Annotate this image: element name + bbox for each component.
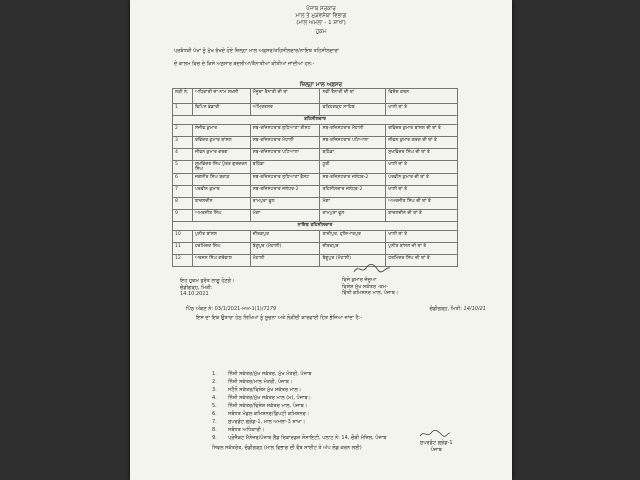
- table-row: [173, 174, 458, 186]
- list-item-number: 3.: [212, 387, 217, 393]
- table-row: [173, 198, 458, 210]
- cell-current-post: ਸਬ-ਰਜਿਸਟਰਾਰ ਮੋਹਾਲੀ: [250, 137, 320, 149]
- order-date: 14.10.2021: [180, 291, 209, 297]
- table-row: [173, 243, 458, 255]
- cell-officer-name: ਪੁਨੀਤ ਬਾਂਸਲ: [192, 231, 250, 243]
- cell-officer-name: ਬਾਦਲਦੀਨ: [192, 198, 250, 210]
- list-item-number: 5.: [212, 403, 217, 409]
- intro-line-1: ਪ੍ਰਬੰਧਕੀ ਪੱਖਾਂ ਨੂੰ ਮੁੱਖ ਰੱਖਦੇ ਹੋਏ ਜ਼ਿਲ੍ਹਾ ਮਾਲ ਅਫ਼ਸਰ/ਤਹਿਸੀਲਦਾਰ/ਨਾਇਬ ਤਹਿਸੀਲਦਾਰਾਂ: [174, 48, 339, 54]
- cell-serial: 4: [173, 149, 193, 161]
- cell-current-post: ਸਬ-ਰਜਿਸਟਰਾਰ ਪਟਿਆਲਾ: [250, 149, 320, 161]
- effective-note: ਇਹ ਹੁਕਮ ਤੁਰੰਤ ਲਾਗੂ ਹੋਣਗੇ।: [180, 278, 235, 284]
- place-label: ਚੰਡੀਗੜ੍ਹ, ਮਿਤੀ:: [180, 284, 213, 291]
- section-label: ਨਾਇਬ ਤਹਿਸੀਲਦਾਰ: [173, 222, 458, 231]
- superintendent-designation: ਸੁਪਰਡੰਟ ਗ੍ਰੇਡ-1: [420, 440, 453, 446]
- right-border: [514, 0, 640, 480]
- table-row: [173, 231, 458, 243]
- table-row: [173, 104, 458, 116]
- section-label: ਤਹਿਸੀਲਦਾਰ: [173, 116, 458, 125]
- table-row: [173, 125, 458, 137]
- cell-remarks: ਜੀਵਨ ਕੁਮਾਰ ਗਰਗ ਦੀ ਥਾਂ ਤੇ: [386, 137, 458, 149]
- cell-serial: 6: [173, 174, 193, 186]
- list-item-number: 6.: [212, 411, 217, 417]
- table-row: [173, 255, 458, 267]
- cell-remarks: ਖਾਲੀ ਥਾਂ ਤੇ: [386, 186, 458, 198]
- cell-new-post: ਬੇਗੂਪੁਰ (ਮੋਹਾਲੀ): [320, 255, 386, 267]
- cell-officer-name: ਜਗਸੀਰ ਸਿੰਘ ਬਰਾੜ: [192, 174, 250, 186]
- cell-serial: 12: [173, 255, 193, 267]
- copy-list-footer: ਸਿਵਲ ਸਕੱਤਰੇਤ, ਚੰਡੀਗੜ੍ਹ (ਮਾਲ ਵਿਭਾਗ ਦੀ ਵੈਬ ਸਾਈਟ ਤੇ ਅੱਪ ਲੋਡ ਕਰਨ ਲਈ): [212, 445, 362, 451]
- cell-serial: 5: [173, 161, 193, 174]
- list-item-number: 1.: [212, 371, 217, 377]
- cell-officer-name: ਅਰਜਨ ਸਿੰਘ ਗਰੇਵਾਲ: [192, 255, 250, 267]
- cell-remarks: ਪੁਨੀਤ ਬਾਂਸਲ ਦੀ ਥਾਂ ਤੇ: [386, 243, 458, 255]
- endorsement-ref: ਪਿੱਠ ਅੰਕਣ ਨੰ: 03/1/2021-ਮਅ-1(1)/: [186, 306, 264, 312]
- cell-current-post: ਮੋਗਾ: [250, 210, 320, 222]
- cell-remarks: ਬਾਦਲਦੀਨ ਦੀ ਥਾਂ ਤੇ: [386, 210, 458, 222]
- signatory-office: ਵਿੱਤੀ ਕਮਿਸ਼ਨਰ ਮਾਲ, ਪੰਜਾਬ।: [342, 290, 399, 296]
- cell-serial: 10: [173, 231, 193, 243]
- cell-new-post: ਤਹਿਸੀਲਦਾਰ ਜਲੰਧਰ-2: [320, 186, 386, 198]
- order-heading: ਹੁਕਮ: [315, 29, 327, 35]
- table-row: [173, 137, 458, 149]
- cell-current-post: ਸਬ-ਰਜਿਸਟਰਾਰ ਲੁਧਿਆਣਾ ਈਸਟ: [250, 125, 320, 137]
- cell-serial: 1: [173, 104, 193, 116]
- list-item: [212, 386, 472, 394]
- cell-current-post: ਸਬ-ਰਜਿਸਟਰਾਰ ਜਲੰਧਰ-2: [250, 186, 320, 198]
- cell-new-post: ਮੋਗਾ: [320, 198, 386, 210]
- cell-new-post: ਧੂਰੀ: [320, 161, 386, 174]
- superintendent-state: ਪੰਜਾਬ: [430, 446, 442, 453]
- list-item-number: 9.: [212, 435, 217, 441]
- superintendent-signature-mark: [418, 428, 452, 440]
- signature-mark: [352, 262, 392, 276]
- cell-new-post: ਸਬ-ਰਜਿਸਟਰਾਰ ਮੋਹਾਲੀ: [320, 125, 386, 137]
- cell-current-post: ਬਠਿੰਡਾ: [250, 161, 320, 174]
- table-row: [173, 210, 458, 222]
- list-item-number: 2.: [212, 379, 217, 385]
- endorsement-block: [186, 306, 486, 321]
- list-item-text: ਨਿੱਜੀ ਸਕੱਤਰ/ਮੁੱਖ ਸਕੱਤਰ, ਮੁੱਖ ਮੰਤਰੀ, ਪੰਜਾਬ: [228, 371, 312, 377]
- cell-officer-name: ਰਵਿੰਦਰ ਕੁਮਾਰ ਬਾਂਸਲ: [192, 137, 250, 149]
- cell-new-post: ਜ਼ੀਰਕਪੁਰ: [320, 243, 386, 255]
- order-footer-left: [180, 278, 235, 298]
- list-item: [212, 418, 472, 426]
- endorsement-ref-number: 7179: [263, 306, 277, 312]
- table-row: [173, 149, 458, 161]
- table-section-row: [173, 116, 458, 125]
- cell-current-post: ਰਾਮਪੁਰਾ ਫੂਲ: [250, 198, 320, 210]
- cell-current-post: ਸਬ-ਰਜਿਸਟਰਾਰ ਲੁਧਿਆਣਾ ਵੈਸਟ: [250, 174, 320, 186]
- list-item: [212, 402, 472, 410]
- letterhead: [130, 6, 512, 36]
- table-title: ਜ਼ਿਲ੍ਹਾ ਮਾਲ ਅਫ਼ਸਰ: [299, 82, 343, 88]
- cell-new-post: ਬਠਿੰਡਾ: [320, 149, 386, 161]
- intro-line-2: ਦੇ ਕਾਲਮ ਵਿਚ ਦੇ ਕਿਸੇ ਅਨੁਸਾਰ ਬਦਲੀਆਂ/ਤੈਨਾਤੀਆਂ ਕੀਤੀਆਂ ਜਾਂਦੀਆਂ ਹਨ:-: [174, 61, 315, 67]
- cell-officer-name: ਹਰਮਿੰਦਰ ਸਿੰਘ: [192, 243, 250, 255]
- list-item-text: ਸਬੰਧਤ ਅਧਿਕਾਰੀ।: [228, 427, 265, 433]
- intro-text: [174, 48, 482, 67]
- col-header-current-post: ਮੌਜੂਦਾ ਤੈਨਾਤੀ ਦੀ ਥਾਂ: [250, 89, 320, 104]
- cell-remarks: ਸੁਖਵਿੰਦਰ ਸਿੰਘ ਦੀ ਥਾਂ ਤੇ: [386, 149, 458, 161]
- cell-current-post: ਜ਼ੀਰਕਪੁਰ: [250, 231, 320, 243]
- cell-serial: 2: [173, 125, 193, 137]
- cell-remarks: ਖਾਲੀ ਥਾਂ ਤੇ: [386, 104, 458, 116]
- cell-new-post: ਸਬ-ਰਜਿਸਟਰਾਰ ਜਲੰਧਰ-2: [320, 174, 386, 186]
- cell-officer-name: ਪਰਵੀਨ ਕੁਮਾਰ: [192, 186, 250, 198]
- cell-remarks: ਹਰਮਿੰਦਰ ਸਿੰਘ ਦੀ ਥਾਂ ਤੇ: [386, 255, 458, 267]
- cell-officer-name: ਵਿਪਿਨ ਭੰਡਾਰੀ: [192, 104, 250, 116]
- order-signatory: [342, 277, 398, 297]
- list-item-text: ਨਿੱਜੀ ਸਕੱਤਰ/ਮੁੱਖ ਸਕੱਤਰ ਮਾਲ (ਮ), ਪੰਜਾਬ।: [228, 395, 311, 401]
- letterhead-gov: ਪੰਜਾਬ ਸਰਕਾਰ: [306, 6, 336, 12]
- cell-officer-name: ਸੰਜੀਵ ਕੁਮਾਰ: [192, 125, 250, 137]
- list-item-text: ਪ੍ਰੋਜੈਕਟ ਮੈਨੇਜਰ/ਪੰਜਾਬ ਲੈਂਡ ਰਿਕਾਰਡਜ਼ ਸੋਸਾਇਟੀ, ਪਲਾਟ ਨੰ: 14, ਚੌਥੀ ਮੰਜ਼ਿਲ, ਪੰਜਾਬ: [228, 435, 387, 441]
- cell-current-post: ਅੰਮ੍ਰਿਤਸਰ: [250, 104, 320, 116]
- list-item-text: ਨਿੱਜੀ ਸਕੱਤਰ/ਮਾਲ ਮੰਤਰੀ, ਪੰਜਾਬ।: [228, 379, 293, 385]
- cell-serial: 9: [173, 210, 193, 222]
- cell-new-post: ਰਾਮਪੁਰਾ ਫੂਲ: [320, 210, 386, 222]
- table-header-row: [173, 89, 458, 104]
- list-item: [212, 394, 472, 402]
- cell-remarks: ਪਰਵੀਨ ਕੁਮਾਰ ਦੀ ਥਾਂ ਤੇ: [386, 174, 458, 186]
- cell-current-post: ਮੋਹਾਲੀ: [250, 255, 320, 267]
- col-header-remarks: ਵਿਸ਼ੇਸ਼ ਕਥਨ: [386, 89, 458, 104]
- cell-remarks: ਖਾਲੀ ਥਾਂ ਤੇ: [386, 231, 458, 243]
- left-border: [0, 0, 128, 480]
- cell-officer-name: ਸੁਖਵਿੰਦਰ ਸਿੰਘ ਪੁੱਤਰ ਗੁਰਚਰਨ ਸਿੰਘ: [192, 161, 250, 174]
- signatory-name: ਵਿਜੇ ਕੁਮਾਰ ਜੰਜੂਆ: [342, 277, 377, 283]
- list-item-text: ਨਿੱਜੀ ਸਕੱਤਰ/ਵਿਸ਼ੇਸ਼ ਸਕੱਤਰ ਮਾਲ, ਪੰਜਾਬ।: [228, 403, 308, 409]
- document-page: [130, 0, 512, 480]
- list-item-text: ਸੁਪਰਡੰਟ ਗ੍ਰੇਡ-1, ਮਾਲ ਅਮਲਾ-3 ਸ਼ਾਖਾ।: [228, 419, 306, 425]
- signatory-designation: ਵਿਸ਼ੇਸ਼ ਮੁੱਖ ਸਕੱਤਰ -ਕਮ-: [342, 283, 388, 290]
- letterhead-dept: ਮਾਲ ਤੇ ਮੁੜਵਸੇਬਾ ਵਿਭਾਗ: [295, 13, 347, 19]
- endorsement-date: 14/10/21: [463, 306, 486, 312]
- list-item-number: 8.: [212, 427, 217, 433]
- cell-serial: 8: [173, 198, 193, 210]
- endorsement-place: ਚੰਡੀਗੜ੍ਹ, ਮਿਤੀ:: [429, 306, 462, 312]
- cell-officer-name: ਅਮਰਜੀਤ ਸਿੰਘ: [192, 210, 250, 222]
- superintendent-block: [420, 440, 453, 453]
- col-header-name: ਅਧਿਕਾਰੀ ਦਾ ਨਾਮ ਸ਼ਖ਼ਸੀ: [192, 89, 250, 104]
- cell-new-post: ਫਤਿਹਗੜ੍ਹ ਸਾਹਿਬ: [320, 104, 386, 116]
- cell-remarks: ਅਮਰਜੀਤ ਸਿੰਘ ਦੀ ਥਾਂ ਤੇ: [386, 198, 458, 210]
- list-item-text: ਸਬੰਧਤ ਮੰਡਲ ਕਮਿਸ਼ਨਰ/ਡਿਪਟੀ ਕਮਿਸ਼ਨਰ।: [228, 411, 310, 417]
- endorsement-text: ਇਸ ਦਾ ਇਕ ਉਤਾਰਾ ਹੇਠ ਲਿਖਿਆਂ ਨੂੰ ਸੂਚਨਾ ਅਤੇ ਲੋੜੀਂਦੀ ਕਾਰਵਾਈ ਹਿਤ ਭੇਜਿਆ ਜਾਂਦਾ ਹੈ:-: [196, 315, 363, 321]
- list-item: [212, 378, 472, 386]
- table-row: [173, 161, 458, 174]
- col-header-new-post: ਨਵੀਂ ਤੈਨਾਤੀ ਦੀ ਥਾਂ: [320, 89, 386, 104]
- list-item: [212, 410, 472, 418]
- list-item-number: 7.: [212, 419, 217, 425]
- cell-remarks: ਖਾਲੀ ਥਾਂ ਤੇ: [386, 161, 458, 174]
- cell-new-post: ਤਾਜ਼ੀਪੁਰ, ਹੁਸ਼ਿਆਰਪੁਰ: [320, 231, 386, 243]
- transfer-table: [172, 88, 458, 267]
- col-header-serial: ਲੜੀ ਨੰ:: [173, 89, 193, 104]
- cell-remarks: ਰਵਿੰਦਰ ਕੁਮਾਰ ਬਾਂਸਲ ਦੀ ਥਾਂ ਤੇ: [386, 125, 458, 137]
- cell-current-post: ਬੇਗੂਪੁਰ (ਮੋਹਾਲੀ): [250, 243, 320, 255]
- list-item-text: ਸਟੈਨੋ ਸਕੱਤਰ/ਵਿਸ਼ੇਸ਼ ਮੁੱਖ ਸਕੱਤਰ ਮਾਲ।: [228, 387, 302, 393]
- list-item-number: 4.: [212, 395, 217, 401]
- list-item: [212, 370, 472, 378]
- letterhead-branch: (ਮਾਲ ਅਮਲਾ - 1 ਸ਼ਾਖਾ): [296, 20, 346, 26]
- cell-serial: 7: [173, 186, 193, 198]
- cell-officer-name: ਜੀਵਨ ਕੁਮਾਰ ਗਰਗ: [192, 149, 250, 161]
- cell-serial: 11: [173, 243, 193, 255]
- table-row: [173, 186, 458, 198]
- cell-serial: 3: [173, 137, 193, 149]
- cell-new-post: ਸਬ-ਰਜਿਸਟਰਾਰ ਪਟਿਆਲਾ: [320, 137, 386, 149]
- table-section-row: [173, 222, 458, 231]
